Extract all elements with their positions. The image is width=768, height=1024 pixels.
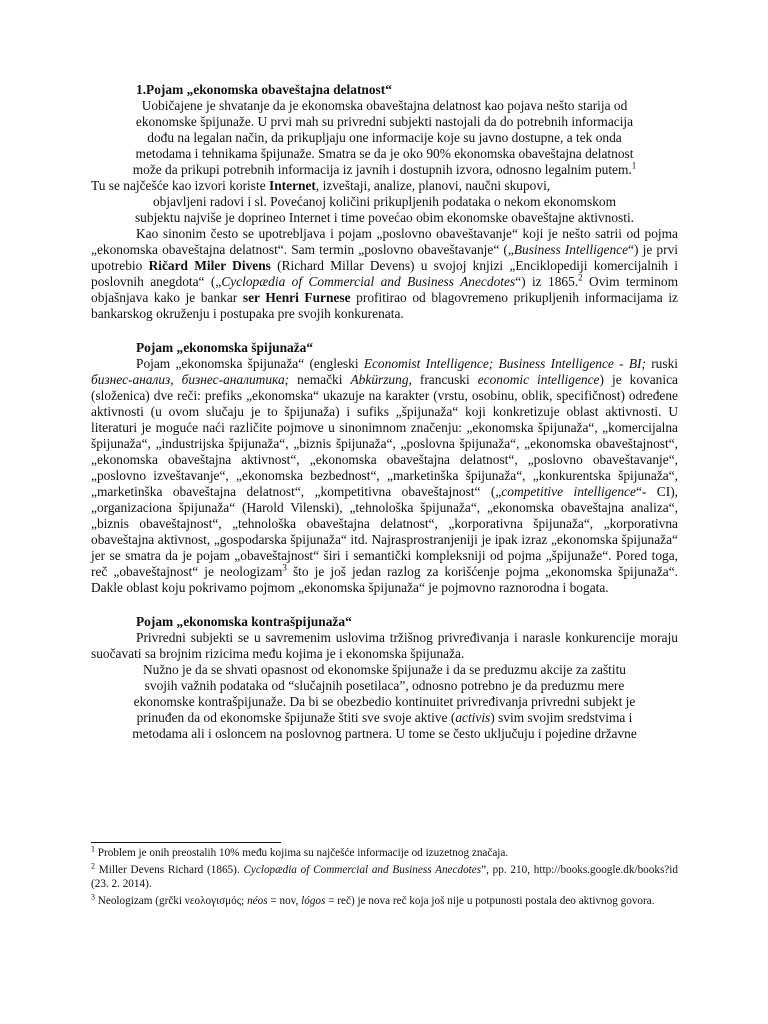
footnote-3: $^3$ Neologizam (grčki νεολογισμός; néos = nov, lógos = reč) je nova reč koja još nije u potpunosti postala deo aktivnog govora. [91, 891, 655, 907]
text-line: Tu se najčešće kao izvori koriste Internet, izveštaji, analize, planovi, naučni skupovi, [91, 178, 551, 193]
footnote-ref-3[interactable]: 3 [282, 562, 287, 573]
section-heading-1: 1.Pojam „ekonomska obaveštajna delatnost“ [136, 82, 392, 97]
spacer [91, 322, 678, 340]
internet-bold: Internet [269, 178, 316, 193]
text-line: objavljeni radovi i sl. Povećanoj količini prikupljenih podataka o nekom ekonomskom [152, 194, 616, 209]
section-heading-2: Pojam „ekonomska špijunaža“ [136, 340, 314, 355]
spacer [91, 596, 678, 614]
text-line: dođu na legalan način, da prikupljaju one informacije koje su javno dostupne, a tek onda [147, 130, 622, 145]
text-line: ekonomske špijunaže. U prvi mah su privredni subjekti nastojali da do potrebnih informacija [135, 114, 634, 129]
author-name-bold: Ričard Miler Divens [148, 258, 271, 273]
text-line: metodama ali i osloncem na poslovnog partnera. U tome se često uključuju i pojedine državne [132, 726, 637, 741]
section-heading-3: Pojam „ekonomska kontrašpijunaža“ [136, 614, 352, 629]
paragraph-1 [91, 98, 678, 226]
text-line: Uobičajene je shvatanje da je ekonomska obaveštajna delatnost kao pojava nešto starija od [141, 98, 628, 113]
footnotes [91, 842, 678, 910]
footnote-2: $^2$ Miller Devens Richard (1865). Cyclopædia of Commercial and Business Anecdotes”, pp. 210, http://books.google.dk/books?id (23. 2. 2014). [91, 860, 678, 890]
text-line: subjektu najviše je doprineo Internet i time povećao obim ekonomske obaveštajne aktivnosti. [134, 210, 635, 225]
text-line: prinuđen da od ekonomske špijunaže štiti sve svoje aktive (activis) svim svojim sredstvima i [136, 710, 633, 725]
text-line: može da prikupi potrebnih informacija iz javnih i dostupnih izvora, odnosno legalnim putem.$^1$ [132, 160, 637, 177]
text-line: svojih važnih podataka od “slučajnih posetilaca”, odnosno potrebno je da preduzmu mere [144, 678, 625, 693]
footnote-separator [91, 842, 281, 843]
text-line: metodama i tehnikama špijunaže. Smatra se da je oko 90% ekonomska obaveštajna delatnost [135, 146, 634, 161]
footnote-ref-1[interactable]: 1 [631, 160, 637, 171]
text-line: Privredni subjekti se u savremenim uslovima tržišnog privređivanja i narasle konkurencije moraju suočavati sa brojnim rizicima među kojima je i ekonomska špijunaža. [91, 630, 678, 661]
footnote-1: $^1$ Problem je onih preostalih 10% među kojima su najčešće informacije od izuzetnog značaja. [91, 844, 509, 859]
text-line: Nužno je da se shvati opasnost od ekonomske špijunaže i da se preduzmu akcije za zaštitu [142, 662, 627, 677]
book-title: Cyclopædia of Commercial and Business Anecdotes [221, 274, 516, 289]
document-body [91, 82, 678, 742]
text-line: ekonomske kontrašpijunaže. Da bi se obezbedio kontinuitet privređivanja privredni subjekt je [133, 694, 636, 709]
footnote-ref-2[interactable]: 2 [578, 272, 583, 283]
banker-name-bold: ser Henri Furnese [242, 290, 351, 305]
paragraph-3: Pojam „ekonomska špijunaža“ (engleski Economist Intelligence; Business Intelligence - BI; ruski бизнес-анализ, бизнес-аналитика; nemački Abkürzung, francuski economic intelligence) je kovanica (složenica) dve reči: prefiks „ekonomska“ ukazuje na karakter (vrstu, osobinu, oblik, specifičnost) određene aktivnosti (u ovom slučaju je to špijunaža) i sufiks „špijunaža“ koji konkretizuje oblast aktivnosti. U literaturi je moguće naći različite pojmove u sinonimnom značenju: „ekonomska špijunaža“, „komercijalna špijunaža“, „industrijska špijunaža“, „biznis špijunaža“, „poslovna špijunaža“, „ekonomska obaveštajnost“, „ekonomska obaveštajna aktivnost“, „ekonomska obaveštajna delatnost“, „poslovno obaveštavanje“, „poslovno izveštavanje“, „ekonomska bezbednost“, „marketinška špijunaža“, „konkurentska špijunaža“, „marketinška obaveštajna delatnost“, „kompetitivna obaveštajnost“ („competitive intelligence“- CI), „organizaciona špijunaža“ (Harold Vilenski), „tehnološka špijunaža“, „ekonomska obaveštajna analiza“, „biznis obaveštajnost“, „tehnološka obaveštajna delatnost“, „korporativna špijunaža“, „korporativna obaveštajna aktivnost, „gospodarska špijunaža“ itd. Najrasprostranjeniji je ipak izraz „ekonomska špijunaža“ jer se smatra da je pojam „obaveštajnost“ širi i semantički kompleksniji od pojma „špijunaže“. Pored toga, reč „obaveštajnost“ je neologizam$^3$ što je još jedan razlog za korišćenje pojma „ekonomska špijunaža“. Dakle oblast koju pokrivamo pojmom „ekonomska špijunaža“ je pojmovno raznorodna i bogata. [91, 356, 679, 595]
paragraph-2: Kao sinonim često se upotrebljava i pojam „poslovno obaveštavanje“ koji je nešto satrii od pojma „ekonomska obaveštajna delatnost“. Sam termin „poslovno obaveštavanje“ („Business Intelligence“) je prvi upotrebio Ričard Miler Divens (Richard Millar Devens) u svojoj knjizi „Enciklopediji komercijalnih i poslovnih anegdota“ („Cyclopædia of Commercial and Business Anecdotes“) iz 1865.$^2$ Ovim terminom objašnjava kako je bankar ser Henri Furnese profitirao od blagovremeno prikupljenih informacijama iz bankarskog okruženju i postupaka pre svojih konkurenata. [91, 226, 679, 321]
paragraph-4 [91, 630, 678, 742]
